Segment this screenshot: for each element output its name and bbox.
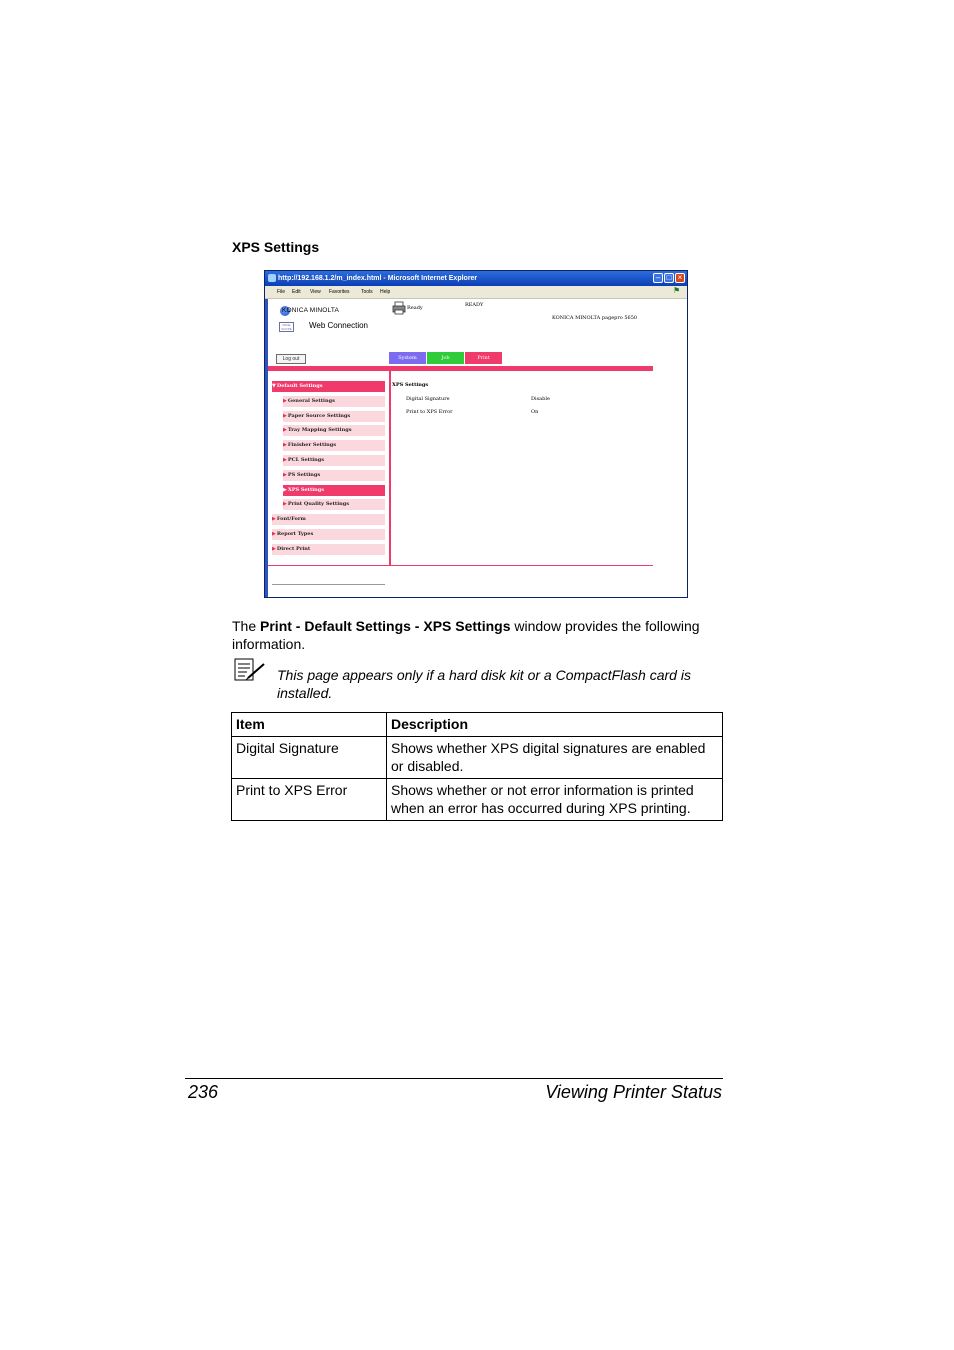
table-cell-description: Shows whether or not error information is printed when an error has occurred during XPS printing. bbox=[387, 779, 723, 821]
minimize-icon[interactable]: – bbox=[653, 273, 663, 283]
intro-prefix: The bbox=[232, 618, 261, 634]
triangle-right-icon: ▶ bbox=[272, 531, 276, 537]
status-icon-label: Ready bbox=[407, 305, 423, 311]
triangle-right-icon: ▶ bbox=[283, 471, 287, 478]
nav-item-pcl-settings[interactable] bbox=[283, 455, 385, 466]
setting-value-print-to-xps-error: On bbox=[531, 409, 539, 415]
setting-label-print-to-xps-error: Print to XPS Error bbox=[406, 409, 453, 415]
setting-label-digital-signature: Digital Signature bbox=[406, 396, 450, 402]
nav-item-print-quality-settings[interactable] bbox=[283, 499, 385, 510]
header-divider bbox=[268, 366, 653, 371]
nav-item-label: XPS Settings bbox=[287, 486, 325, 493]
settings-table bbox=[231, 712, 723, 821]
ie-app-icon bbox=[268, 274, 276, 282]
table-row bbox=[232, 779, 723, 821]
nav-bottom-rule bbox=[272, 584, 385, 585]
nav-item-label: Paper Source Settings bbox=[287, 412, 351, 419]
brand-name: KONICA MINOLTA bbox=[282, 307, 340, 314]
menu-view[interactable]: View bbox=[310, 289, 321, 295]
triangle-right-icon: ▶ bbox=[272, 516, 276, 523]
printer-icon bbox=[392, 301, 406, 315]
table-cell-item: Digital Signature bbox=[232, 737, 387, 779]
menu-file[interactable]: File bbox=[277, 289, 286, 295]
triangle-right-icon: ▶ bbox=[283, 442, 287, 449]
nav-item-label: PCL Settings bbox=[287, 457, 325, 463]
table-header-row bbox=[232, 713, 723, 737]
nav-item-label: Direct Print bbox=[276, 545, 311, 552]
nav-item-label: Finisher Settings bbox=[287, 442, 337, 449]
triangle-right-icon: ▶ bbox=[283, 457, 287, 463]
printer-model: KONICA MINOLTA pagepro 5650 bbox=[552, 315, 638, 321]
note-pencil-icon bbox=[234, 658, 266, 682]
pagescope-logo-icon: PAGE SCOPE bbox=[279, 322, 294, 332]
nav-item-paper-source-settings[interactable] bbox=[283, 411, 385, 422]
nav-item-label: Report Types bbox=[276, 531, 314, 537]
windows-flag-icon: ⚑ bbox=[673, 286, 681, 295]
tab-job[interactable]: Job bbox=[427, 352, 464, 364]
page-number: 236 bbox=[188, 1082, 219, 1102]
table-row bbox=[232, 737, 723, 779]
table-header-description: Description bbox=[387, 713, 723, 737]
triangle-right-icon: ▶ bbox=[283, 427, 287, 434]
setting-value-digital-signature: Disable bbox=[531, 396, 550, 402]
triangle-right-icon: ▶ bbox=[272, 545, 276, 552]
nav-item-font-form[interactable] bbox=[272, 514, 385, 525]
intro-paragraph bbox=[232, 617, 732, 653]
menu-edit[interactable]: Edit bbox=[292, 289, 301, 295]
intro-suffix: window provides the following information. bbox=[232, 618, 700, 652]
content-bottom-rule bbox=[268, 565, 653, 566]
browser-window bbox=[264, 270, 688, 598]
intro-window-path: Print - Default Settings - XPS Settings bbox=[260, 618, 511, 634]
nav-item-tray-mapping-settings[interactable] bbox=[283, 425, 385, 436]
nav-item-general-settings[interactable] bbox=[283, 396, 385, 407]
browser-title-bar[interactable] bbox=[265, 271, 687, 286]
product-name: Web Connection bbox=[309, 321, 368, 330]
note-text: This page appears only if a hard disk kit or a CompactFlash card is installed. bbox=[277, 667, 691, 701]
nav-item-label: PS Settings bbox=[287, 471, 321, 478]
tab-print[interactable]: Print bbox=[465, 352, 502, 364]
maximize-icon[interactable]: □ bbox=[664, 273, 674, 283]
nav-item-direct-print[interactable] bbox=[272, 544, 385, 555]
triangle-right-icon: ▶ bbox=[283, 412, 287, 419]
nav-item-label: Font/Form bbox=[276, 516, 306, 523]
triangle-down-icon: ▼ bbox=[272, 383, 276, 389]
tab-system[interactable]: System bbox=[389, 352, 426, 364]
browser-menu-bar bbox=[265, 286, 687, 299]
footer-title: Viewing Printer Status bbox=[545, 1082, 722, 1102]
table-cell-description: Shows whether XPS digital signatures are enabled or disabled. bbox=[387, 737, 723, 779]
printer-status: READY bbox=[465, 302, 484, 308]
nav-item-finisher-settings[interactable] bbox=[283, 440, 385, 451]
logout-button[interactable]: Log out bbox=[276, 354, 306, 364]
nav-item-label: General Settings bbox=[287, 397, 335, 404]
table-header-item: Item bbox=[232, 713, 387, 737]
nav-item-ps-settings[interactable] bbox=[283, 470, 385, 481]
nav-item-label: Print Quality Settings bbox=[287, 501, 350, 508]
nav-item-report-types[interactable] bbox=[272, 529, 385, 540]
close-icon[interactable]: × bbox=[675, 273, 685, 283]
menu-help[interactable]: Help bbox=[380, 289, 391, 295]
nav-divider bbox=[389, 371, 391, 566]
content-title: XPS Settings bbox=[392, 382, 429, 388]
triangle-right-icon: ▶ bbox=[283, 501, 287, 508]
browser-title: http://192.168.1.2/m_index.html - Microsoft Internet Explorer bbox=[278, 275, 478, 282]
footer-rule bbox=[185, 1078, 723, 1079]
nav-item-label: Tray Mapping Settings bbox=[287, 427, 352, 434]
triangle-right-icon: ▶ bbox=[283, 397, 287, 404]
nav-item-default-settings[interactable] bbox=[272, 381, 385, 392]
table-cell-item: Print to XPS Error bbox=[232, 779, 387, 821]
web-page-content bbox=[265, 299, 687, 597]
nav-item-label: Default Settings bbox=[276, 383, 323, 389]
menu-favorites[interactable]: Favorites bbox=[329, 289, 350, 295]
menu-tools[interactable]: Tools bbox=[361, 289, 373, 295]
nav-item-xps-settings[interactable] bbox=[283, 485, 385, 496]
section-heading: XPS Settings bbox=[232, 239, 320, 255]
triangle-right-icon: ▶ bbox=[283, 486, 287, 493]
